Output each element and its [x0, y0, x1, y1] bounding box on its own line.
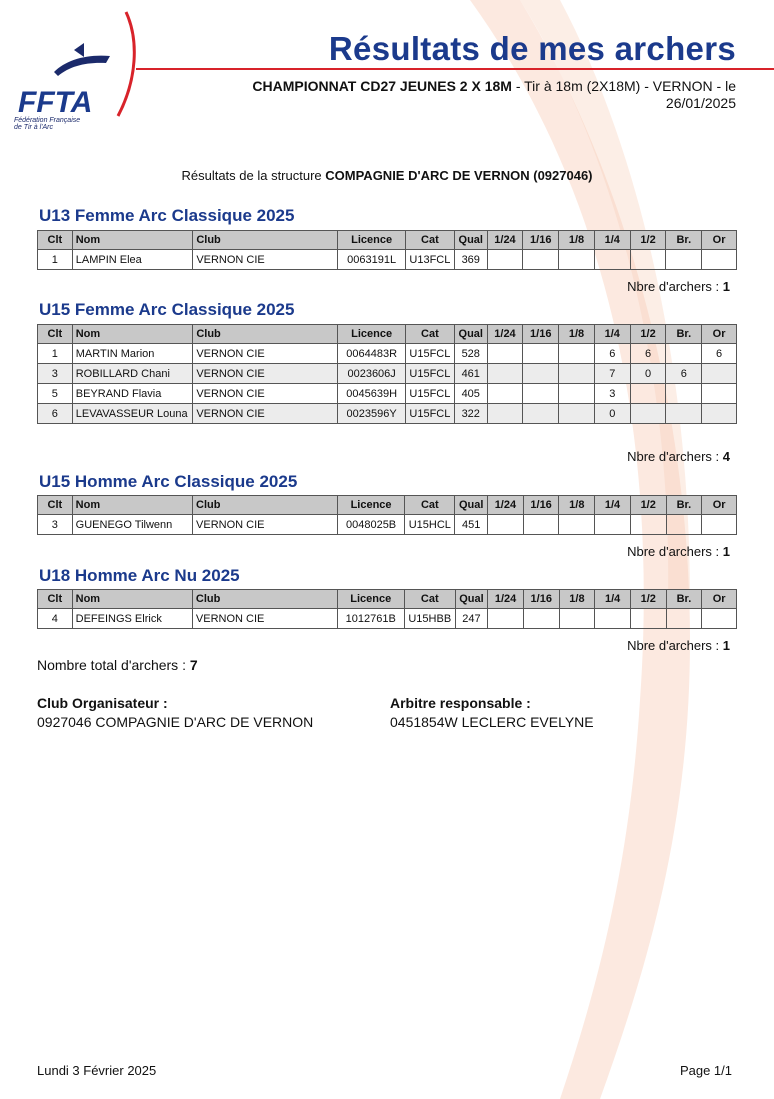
event-name: CHAMPIONNAT CD27 JEUNES 2 X 18M — [252, 78, 512, 94]
archer-count-label: Nbre d'archers : — [627, 279, 723, 294]
column-header: Or — [702, 590, 737, 609]
column-header: Licence — [338, 325, 405, 344]
column-header: Clt — [38, 325, 73, 344]
column-header: Qual — [455, 590, 488, 609]
table-cell — [523, 384, 559, 404]
column-header: Club — [193, 231, 338, 250]
table-cell: VERNON CIE — [193, 364, 338, 384]
column-header: 1/16 — [523, 325, 559, 344]
organizer-label: Club Organisateur : — [37, 695, 168, 711]
event-date: 26/01/2025 — [665, 95, 736, 111]
table-cell: 0064483R — [338, 344, 405, 364]
archer-count — [627, 279, 730, 294]
column-header: 1/8 — [559, 496, 595, 515]
column-header: 1/4 — [595, 590, 631, 609]
table-cell: 0045639H — [338, 384, 405, 404]
table-cell — [666, 404, 702, 424]
table-header-row — [38, 496, 737, 515]
table-cell — [523, 404, 559, 424]
table-cell: 247 — [455, 609, 488, 629]
svg-text:FFTA: FFTA — [18, 86, 93, 119]
table-row — [38, 515, 737, 535]
table-cell: U15HCL — [405, 515, 455, 535]
table-cell — [487, 364, 523, 384]
logo-caption-line2: de Tir à l'Arc — [14, 124, 54, 131]
archer-count-value: 1 — [722, 638, 730, 653]
results-table — [37, 230, 737, 270]
archer-count-value: 1 — [722, 544, 730, 559]
ffta-logo — [14, 10, 136, 132]
table-cell — [523, 344, 559, 364]
column-header: Cat — [404, 590, 455, 609]
table-cell — [559, 609, 595, 629]
total-value: 7 — [189, 657, 198, 673]
column-header: 1/2 — [630, 231, 666, 250]
archer-count — [627, 449, 730, 464]
table-cell: 3 — [594, 384, 630, 404]
page-title: Résultats de mes archers — [328, 30, 736, 67]
table-cell: 5 — [38, 384, 73, 404]
print-date: Lundi 3 Février 2025 — [37, 1063, 157, 1078]
table-cell: VERNON CIE — [193, 384, 338, 404]
table-cell: 0048025B — [337, 515, 404, 535]
column-header: Clt — [38, 231, 73, 250]
table-row — [38, 404, 737, 424]
structure-line — [0, 168, 774, 183]
column-header: 1/8 — [559, 325, 595, 344]
table-cell: 461 — [454, 364, 487, 384]
column-header: Club — [192, 590, 337, 609]
column-header: Or — [702, 325, 737, 344]
table-cell: U15FCL — [405, 404, 454, 424]
organizer-block — [37, 694, 313, 732]
archer-count-value: 4 — [722, 449, 730, 464]
column-header: 1/16 — [523, 590, 559, 609]
structure-name: COMPAGNIE D'ARC DE VERNON (0927046) — [325, 168, 593, 183]
table-cell — [559, 364, 595, 384]
table-cell — [702, 250, 737, 270]
table-cell — [666, 384, 702, 404]
column-header: 1/24 — [488, 496, 524, 515]
table-cell: U15HBB — [404, 609, 455, 629]
table-cell: 322 — [454, 404, 487, 424]
column-header: Licence — [338, 231, 405, 250]
column-header: Qual — [455, 496, 488, 515]
table-cell: 6 — [702, 344, 737, 364]
column-header: Nom — [72, 590, 192, 609]
table-cell — [487, 404, 523, 424]
table-cell — [559, 515, 595, 535]
table-cell: 0063191L — [338, 250, 405, 270]
column-header: Club — [193, 496, 338, 515]
column-header: Licence — [337, 590, 404, 609]
organizer-value: 0927046 COMPAGNIE D'ARC DE VERNON — [37, 714, 314, 730]
column-header: Club — [193, 325, 338, 344]
section-title: U15 Homme Arc Classique 2025 — [39, 472, 298, 491]
logo-caption-line1: Fédération Française — [14, 117, 81, 124]
archer-count — [627, 638, 730, 653]
column-header: Nom — [72, 325, 193, 344]
table-cell: VERNON CIE — [193, 250, 338, 270]
table-cell — [630, 250, 666, 270]
table-cell: 0023596Y — [338, 404, 405, 424]
table-cell: DEFEINGS Elrick — [72, 609, 192, 629]
table-cell — [702, 609, 737, 629]
table-cell — [487, 384, 523, 404]
table-cell: 405 — [454, 384, 487, 404]
table-cell — [630, 609, 666, 629]
table-cell: VERNON CIE — [193, 344, 338, 364]
table-cell — [702, 384, 737, 404]
column-header: 1/16 — [523, 496, 559, 515]
page-number: Page 1/1 — [679, 1063, 732, 1078]
archer-count-label: Nbre d'archers : — [627, 544, 723, 559]
column-header: 1/4 — [594, 325, 630, 344]
column-header: 1/24 — [488, 590, 524, 609]
table-cell: 6 — [666, 364, 702, 384]
column-header: Nom — [72, 496, 192, 515]
table-cell — [559, 250, 595, 270]
table-cell: ROBILLARD Chani — [72, 364, 193, 384]
table-cell — [488, 609, 524, 629]
table-cell — [666, 344, 702, 364]
table-cell — [630, 515, 666, 535]
table-cell: 4 — [38, 609, 73, 629]
table-cell: U15FCL — [405, 364, 454, 384]
column-header: 1/16 — [523, 231, 559, 250]
table-cell — [523, 250, 559, 270]
table-row — [38, 344, 737, 364]
referee-label: Arbitre responsable : — [390, 695, 531, 711]
referee-value: 0451854W LECLERC EVELYNE — [390, 714, 594, 730]
section-title: U18 Homme Arc Nu 2025 — [39, 566, 240, 585]
table-cell — [666, 609, 702, 629]
total-archers — [37, 657, 198, 673]
table-cell: GUENEGO Tilwenn — [72, 515, 192, 535]
table-cell: BEYRAND Flavia — [72, 384, 193, 404]
structure-prefix: Résultats de la structure — [181, 168, 326, 183]
table-cell — [595, 515, 631, 535]
results-table — [37, 495, 737, 535]
table-cell — [559, 344, 595, 364]
table-header-row — [38, 325, 737, 344]
column-header: Cat — [405, 231, 454, 250]
column-header: 1/8 — [559, 590, 595, 609]
column-header: Or — [702, 231, 737, 250]
archer-count-value: 1 — [722, 279, 730, 294]
archer-count-label: Nbre d'archers : — [627, 638, 723, 653]
results-table — [37, 324, 737, 424]
column-header: Br. — [666, 325, 702, 344]
column-header: 1/4 — [595, 496, 631, 515]
table-cell: VERNON CIE — [193, 404, 338, 424]
table-cell — [523, 515, 559, 535]
section-title: U15 Femme Arc Classique 2025 — [39, 300, 295, 319]
column-header: Or — [702, 496, 737, 515]
table-cell: 3 — [38, 364, 73, 384]
column-header: 1/2 — [630, 496, 666, 515]
table-cell: 0 — [594, 404, 630, 424]
column-header: Clt — [38, 590, 73, 609]
table-cell: 0 — [630, 364, 666, 384]
event-description — [176, 78, 736, 112]
column-header: 1/8 — [559, 231, 595, 250]
section-title: U13 Femme Arc Classique 2025 — [39, 206, 295, 225]
table-cell: 528 — [454, 344, 487, 364]
table-cell — [559, 404, 595, 424]
table-row — [38, 609, 737, 629]
table-cell: 7 — [594, 364, 630, 384]
table-cell: LEVAVASSEUR Louna — [72, 404, 193, 424]
column-header: 1/2 — [630, 325, 666, 344]
table-cell: 6 — [630, 344, 666, 364]
table-cell: 6 — [594, 344, 630, 364]
event-details: - Tir à 18m (2X18M) - VERNON - le — [511, 78, 736, 94]
table-cell — [630, 404, 666, 424]
table-cell — [702, 515, 737, 535]
table-cell: VERNON CIE — [193, 515, 338, 535]
archer-count-label: Nbre d'archers : — [627, 449, 723, 464]
table-cell: 6 — [38, 404, 73, 424]
table-cell — [559, 384, 595, 404]
column-header: Clt — [38, 496, 73, 515]
logo-caption — [14, 117, 80, 131]
table-row — [38, 250, 737, 270]
table-cell: MARTIN Marion — [72, 344, 193, 364]
column-header: Nom — [72, 231, 193, 250]
table-cell: 369 — [454, 250, 487, 270]
column-header: Br. — [666, 231, 702, 250]
table-cell — [488, 515, 524, 535]
table-cell — [487, 344, 523, 364]
table-cell — [523, 609, 559, 629]
column-header: Br. — [666, 496, 702, 515]
column-header: Licence — [337, 496, 404, 515]
table-cell — [595, 609, 631, 629]
column-header: Br. — [666, 590, 702, 609]
table-cell — [666, 515, 702, 535]
table-header-row — [38, 590, 737, 609]
table-cell — [594, 250, 630, 270]
table-cell: LAMPIN Elea — [72, 250, 193, 270]
column-header: Cat — [405, 325, 454, 344]
column-header: Cat — [405, 496, 455, 515]
archer-count — [627, 544, 730, 559]
referee-block — [390, 694, 594, 732]
table-row — [38, 384, 737, 404]
table-cell — [666, 250, 702, 270]
column-header: 1/4 — [594, 231, 630, 250]
table-cell: 3 — [38, 515, 73, 535]
table-cell: 451 — [455, 515, 488, 535]
table-cell — [702, 404, 737, 424]
table-cell: 1 — [38, 344, 73, 364]
table-cell — [487, 250, 523, 270]
total-label: Nombre total d'archers : — [37, 657, 190, 673]
table-cell — [702, 364, 737, 384]
column-header: Qual — [454, 231, 487, 250]
table-cell: U15FCL — [405, 344, 454, 364]
table-cell: VERNON CIE — [192, 609, 337, 629]
table-cell — [523, 364, 559, 384]
table-cell: 0023606J — [338, 364, 405, 384]
table-cell: U13FCL — [405, 250, 454, 270]
table-cell: 1 — [38, 250, 73, 270]
table-cell — [630, 384, 666, 404]
column-header: 1/2 — [630, 590, 666, 609]
table-row — [38, 364, 737, 384]
table-header-row — [38, 231, 737, 250]
column-header: 1/24 — [487, 325, 523, 344]
results-table — [37, 589, 737, 629]
column-header: Qual — [454, 325, 487, 344]
table-cell: U15FCL — [405, 384, 454, 404]
column-header: 1/24 — [487, 231, 523, 250]
header-rule — [136, 68, 774, 70]
table-cell: 1012761B — [337, 609, 404, 629]
